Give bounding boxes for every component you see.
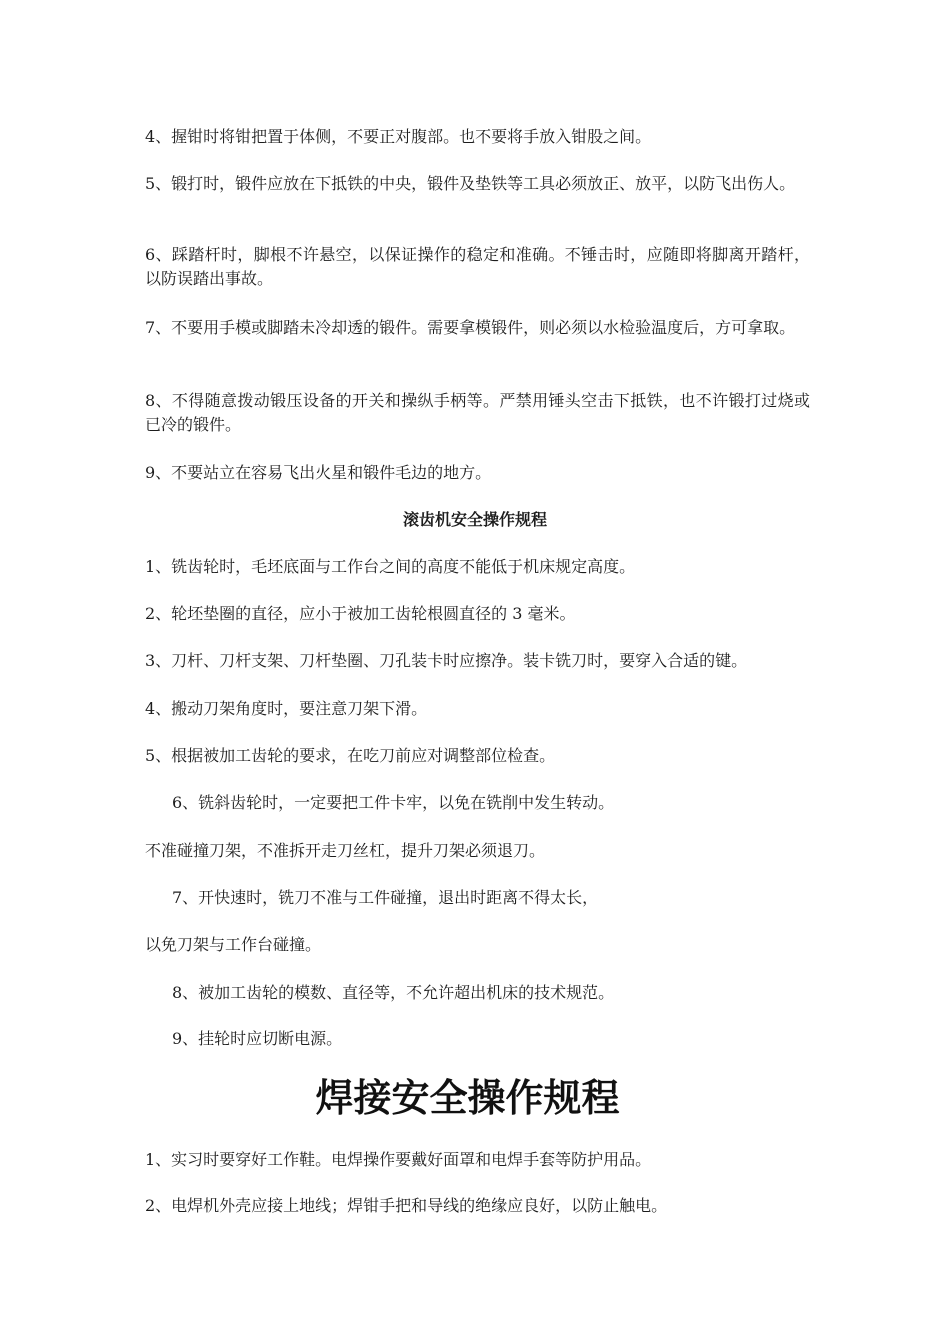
- hobbing-rule-9: 9、挂轮时应切断电源。: [172, 1029, 343, 1048]
- forging-rule-8: 8、不得随意拨动锻压设备的开关和操纵手柄等。严禁用锤头空击下抵铁，也不许锻打过烧或已冷的锻件。: [145, 391, 810, 434]
- hobbing-rule-6: 6、铣斜齿轮时，一定要把工件卡牢，以免在铣削中发生转动。: [172, 793, 615, 812]
- hobbing-rule-3: 3、刀杆、刀杆支架、刀杆垫圈、刀孔装卡时应擦净。装卡铣刀时，要穿入合适的键。: [145, 651, 748, 670]
- forging-rule-9: 9、不要站立在容易飞出火星和锻件毛边的地方。: [145, 463, 492, 482]
- forging-rule-5: 5、锻打时，锻件应放在下抵铁的中央，锻件及垫铁等工具必须放正、放平，以防飞出伤人。: [145, 174, 796, 193]
- forging-rule-7: 7、不要用手模或脚踏未冷却透的锻件。需要拿模锻件，则必须以水检验温度后，方可拿取。: [145, 318, 796, 337]
- forging-rule-6: 6、踩踏杆时，脚根不许悬空，以保证操作的稳定和准确。不锤击时，应随即将脚离开踏杆，以防误踏出事故。: [145, 245, 810, 288]
- welding-rule-2: 2、电焊机外壳应接上地线；焊钳手把和导线的绝缘应良好，以防止触电。: [145, 1196, 668, 1215]
- hobbing-section-title: 滚齿机安全操作规程: [402, 510, 547, 529]
- hobbing-rule-7: 7、开快速时，铣刀不准与工件碰撞，退出时距离不得太长，: [172, 888, 599, 907]
- hobbing-rule-4: 4、搬动刀架角度时，要注意刀架下滑。: [145, 699, 428, 718]
- hobbing-rule-6-continued: 不准碰撞刀架，不准拆开走刀丝杠，提升刀架必须退刀。: [145, 841, 546, 860]
- hobbing-rule-8: 8、被加工齿轮的模数、直径等，不允许超出机床的技术规范。: [172, 983, 615, 1002]
- hobbing-rule-1: 1、铣齿轮时，毛坯底面与工作台之间的高度不能低于机床规定高度。: [145, 557, 636, 576]
- welding-rule-1: 1、实习时要穿好工作鞋。电焊操作要戴好面罩和电焊手套等防护用品。: [145, 1150, 652, 1169]
- hobbing-rule-5: 5、根据被加工齿轮的要求，在吃刀前应对调整部位检查。: [145, 746, 556, 765]
- welding-section-title: 焊接安全操作规程: [315, 1075, 620, 1120]
- hobbing-rule-7-continued: 以免刀架与工作台碰撞。: [145, 935, 322, 954]
- forging-rule-4: 4、握钳时将钳把置于体侧，不要正对腹部。也不要将手放入钳股之间。: [145, 127, 652, 146]
- hobbing-rule-2: 2、轮坯垫圈的直径，应小于被加工齿轮根圆直径的 3 毫米。: [145, 604, 576, 623]
